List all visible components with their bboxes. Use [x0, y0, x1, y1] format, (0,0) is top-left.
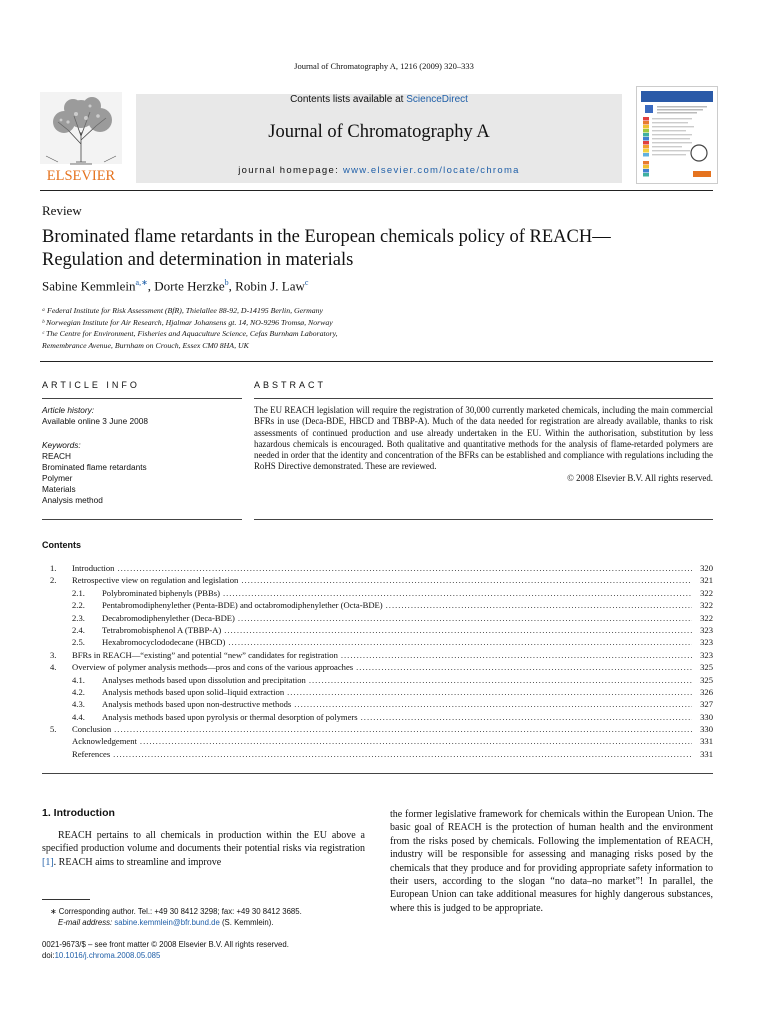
- author-name: Sabine Kemmlein: [42, 278, 136, 294]
- elsevier-wordmark: ELSEVIER: [46, 168, 116, 184]
- toc-number: 2.2.: [72, 600, 85, 611]
- toc-page-number[interactable]: 323: [700, 624, 713, 635]
- toc-title[interactable]: Polybrominated biphenyls (PBBs): [102, 587, 220, 598]
- contents-availability: [136, 94, 622, 105]
- homepage-link[interactable]: www.elsevier.com/locate/chroma: [342, 165, 520, 176]
- article-info-heading: ARTICLE INFO: [42, 380, 140, 390]
- toc-leader-dots: [117, 562, 692, 574]
- toc-title[interactable]: Introduction: [72, 563, 115, 573]
- toc-title[interactable]: BFRs in REACH—“existing” and potential “new” candidates for registration: [72, 649, 338, 660]
- toc-page-number[interactable]: 322: [700, 587, 713, 598]
- abstract-heading: ABSTRACT: [254, 380, 327, 390]
- header-rule: [40, 190, 713, 191]
- introduction-column-2: the former legislative framework for chemicals within the European Union. The basic goal of REACH is the protection of human health and the environment from the risks posed by chemicals. Following the implementation of REACH, industry will be responsible for assessing and managing risks posed by the chemicals that they produce and for providing appropriate safety information to their users, according to the slogan “no data–no market”! In parallel, the European Union can take additional measures for highly dangerous substances, where this is judged to be appropriate.: [390, 809, 713, 914]
- toc-title[interactable]: Decabromodiphenylether (Deca-BDE): [102, 612, 235, 623]
- toc-title[interactable]: Conclusion: [72, 724, 112, 735]
- article-info-bottom-rule: [42, 519, 242, 520]
- keyword-item: REACH: [42, 451, 72, 461]
- toc-number: 3.: [50, 649, 57, 660]
- toc-number: 4.3.: [72, 699, 85, 710]
- abstract-bottom-rule: [254, 519, 713, 520]
- doi-label: doi:: [42, 951, 55, 960]
- toc-leader-dots: [241, 574, 692, 586]
- toc-leader-dots: [309, 674, 692, 686]
- toc-number: 2.1.: [72, 587, 85, 598]
- author-affiliation-mark[interactable]: b: [224, 278, 229, 287]
- toc-number: 1.: [50, 563, 57, 573]
- section-heading-introduction: 1. Introduction: [42, 807, 115, 819]
- footnote-rule: [42, 899, 90, 900]
- toc-entry[interactable]: [50, 624, 713, 636]
- toc-page-number[interactable]: 321: [700, 575, 713, 586]
- toc-page-number[interactable]: 322: [700, 612, 713, 623]
- author-name: Dorte Herzke: [154, 278, 225, 294]
- intro-text-cont: . REACH aims to streamline and improve: [53, 856, 222, 868]
- footnote-contact: ∗ Corresponding author. Tel.: +49 30 8412 3298; fax: +49 30 8412 3685.: [50, 907, 302, 916]
- toc-entry[interactable]: [50, 574, 713, 586]
- affiliation-b: ᵇ Norwegian Institute for Air Research, Hjalmar Johansens gt. 14, NO-9296 Tromsø, Norway: [42, 317, 333, 327]
- toc-entry[interactable]: [50, 748, 713, 760]
- toc-number: 4.4.: [72, 711, 85, 722]
- citation-link[interactable]: [1]: [42, 856, 54, 868]
- toc-leader-dots: [287, 686, 692, 698]
- author-affiliation-mark[interactable]: a,∗: [135, 278, 148, 287]
- keyword-item: Brominated flame retardants: [42, 462, 147, 472]
- journal-title: Journal of Chromatography A: [268, 122, 490, 142]
- keyword-item: Polymer: [42, 473, 73, 483]
- toc-title[interactable]: Acknowledgement: [72, 736, 137, 747]
- contents-heading: Contents: [42, 540, 81, 550]
- toc-number: 5.: [50, 724, 57, 735]
- article-type: Review: [42, 203, 82, 218]
- toc-leader-dots: [386, 599, 692, 611]
- article-info-block: [42, 405, 148, 506]
- author-affiliation-mark[interactable]: c: [304, 278, 309, 287]
- affiliation-c-cont: Remembrance Avenue, Burnham on Crouch, Essex CM0 8HA, UK: [42, 340, 249, 350]
- toc-title[interactable]: Overview of polymer analysis methods—pros and cons of the various approaches: [72, 662, 354, 673]
- toc-leader-dots: [114, 723, 692, 735]
- keyword-item: Materials: [42, 484, 76, 494]
- corresponding-author-footnote: [50, 906, 365, 928]
- email-link[interactable]: sabine.kemmlein@bfr.bund.de: [114, 918, 220, 927]
- toc-entry[interactable]: [50, 723, 713, 735]
- toc-page-number[interactable]: 325: [700, 674, 713, 685]
- toc-number: 2.: [50, 575, 57, 586]
- contents-prefix: Contents lists available at: [290, 94, 407, 105]
- issn-copyright: 0021-9673/$ – see front matter © 2008 Elsevier B.V. All rights reserved.: [42, 940, 289, 949]
- author-separator: ,: [228, 278, 236, 294]
- abstract-rule: [254, 398, 713, 399]
- toc-number: 4.1.: [72, 674, 85, 685]
- toc-leader-dots: [223, 587, 692, 599]
- article-title: Brominated flame retardants in the European chemicals policy of REACH—Regulation and determination in materials: [42, 227, 611, 270]
- toc-page-number[interactable]: 331: [700, 748, 713, 759]
- toc-entry[interactable]: [50, 587, 713, 599]
- toc-number: 2.5.: [72, 637, 85, 648]
- article-info-rule: [42, 398, 242, 399]
- toc-entry[interactable]: [50, 661, 713, 673]
- doi-link[interactable]: 10.1016/j.chroma.2008.05.085: [54, 951, 161, 960]
- keywords-label: Keywords:: [42, 440, 81, 450]
- history-label: Article history:: [42, 405, 95, 415]
- running-head: Journal of Chromatography A, 1216 (2009) 320–333: [294, 61, 474, 71]
- toc-entry[interactable]: [50, 711, 713, 723]
- toc-title[interactable]: Hexabromocyclododecane (HBCD): [102, 637, 226, 648]
- toc-entry[interactable]: [50, 612, 713, 624]
- toc-leader-dots: [356, 661, 692, 673]
- toc-leader-dots: [113, 748, 692, 760]
- toc-number: 4.: [50, 662, 57, 673]
- abstract-copyright: © 2008 Elsevier B.V. All rights reserved.: [567, 472, 713, 483]
- history-value: Available online 3 June 2008: [42, 416, 148, 426]
- toc-entry[interactable]: [50, 698, 713, 710]
- toc-page-number[interactable]: 330: [700, 711, 713, 722]
- keyword-item: Analysis method: [42, 495, 103, 505]
- abstract-text: The EU REACH legislation will require the registration of 30,000 currently marketed chemicals, including the main commercial BFRs in use (Deca-BDE, HBCD and TBBP-A). Much of the data needed for registration are already available, thanks to risk assessments of continued production and use already undertaken in the EU. Within the authorisation, substitution by less hazardous chemicals is encouraged. Both qualitative and quantitative methods for the analysis of flame-retarded polymers are needed in order that the identity and concentration of the BFRs can be established and compliance with regulations including the RoHS Directive demonstrated. These are reviewed.: [254, 405, 713, 472]
- author-separator: ,: [147, 278, 155, 294]
- toc-page-number[interactable]: 331: [700, 736, 713, 747]
- homepage-label: journal homepage:: [238, 165, 343, 176]
- email-label: E-mail address:: [58, 918, 115, 927]
- author-list: [42, 278, 308, 294]
- toc-number: 4.2.: [72, 686, 85, 697]
- toc-page-number[interactable]: 323: [700, 649, 713, 660]
- toc-title[interactable]: Analysis methods based upon solid–liquid extraction: [102, 686, 285, 697]
- intro-text: REACH pertains to all chemicals in production within the EU above a specified production volume and documents their potential risks via registration: [42, 830, 365, 855]
- toc-entry[interactable]: [50, 649, 713, 661]
- toc-leader-dots: [294, 698, 692, 710]
- affiliation-a: ᵃ Federal Institute for Risk Assessment (BfR), Thielallee 88-92, D-14195 Berlin, Germany: [42, 306, 324, 315]
- toc-entry[interactable]: [50, 599, 713, 611]
- sciencedirect-link[interactable]: ScienceDirect: [406, 94, 468, 105]
- journal-homepage: [136, 165, 622, 176]
- toc-number: [50, 735, 72, 747]
- toc-page-number[interactable]: 330: [700, 724, 713, 735]
- introduction-column-1: [42, 829, 365, 869]
- toc-page-number[interactable]: 326: [700, 686, 713, 697]
- toc-number: 2.4.: [72, 624, 85, 635]
- toc-number: 2.3.: [72, 612, 85, 623]
- table-of-contents: [50, 562, 713, 760]
- toc-leader-dots: [228, 636, 692, 648]
- toc-leader-dots: [140, 735, 692, 747]
- author-name: Robin J. Law: [235, 278, 305, 294]
- toc-leader-dots: [238, 612, 692, 624]
- toc-entry[interactable]: [50, 686, 713, 698]
- elsevier-logo: [40, 92, 122, 184]
- affiliations: [42, 305, 338, 351]
- toc-leader-dots: [341, 649, 692, 661]
- toc-title[interactable]: Analysis methods based upon non-destructive methods: [102, 699, 292, 710]
- abstract-text-block: [254, 405, 713, 484]
- toc-number: [50, 748, 72, 760]
- cover-image-icon: [637, 87, 717, 183]
- toc-leader-dots: [224, 624, 692, 636]
- toc-page-number[interactable]: 322: [700, 600, 713, 611]
- contents-bottom-rule: [42, 773, 713, 774]
- toc-page-number[interactable]: 323: [700, 637, 713, 648]
- toc-entry[interactable]: [50, 735, 713, 747]
- affiliation-c: ᶜ The Centre for Environment, Fisheries and Aquaculture Science, Cefas Burnham Laboratory,: [42, 329, 338, 338]
- toc-entry[interactable]: [50, 562, 713, 574]
- email-suffix: (S. Kemmlein).: [219, 918, 274, 927]
- toc-title[interactable]: Retrospective view on regulation and legislation: [72, 575, 239, 586]
- journal-cover-thumbnail: [636, 86, 718, 184]
- section-rule: [40, 361, 713, 362]
- toc-page-number[interactable]: 325: [700, 662, 713, 673]
- toc-entry[interactable]: [50, 636, 713, 648]
- elsevier-tree-icon: [40, 92, 122, 184]
- toc-title[interactable]: Pentabromodiphenylether (Penta-BDE) and octabromodiphenylether (Octa-BDE): [102, 600, 383, 611]
- front-matter-info: [42, 939, 289, 961]
- toc-leader-dots: [361, 711, 692, 723]
- toc-title[interactable]: Tetrabromobisphenol A (TBBP-A): [102, 624, 222, 635]
- toc-title[interactable]: Analyses methods based upon dissolution and precipitation: [102, 674, 306, 685]
- toc-entry[interactable]: [50, 674, 713, 686]
- toc-title[interactable]: Analysis methods based upon pyrolysis or thermal desorption of polymers: [102, 711, 358, 722]
- toc-title[interactable]: References: [72, 748, 111, 759]
- toc-page-number[interactable]: 327: [700, 699, 713, 710]
- toc-page-number[interactable]: 320: [700, 563, 713, 573]
